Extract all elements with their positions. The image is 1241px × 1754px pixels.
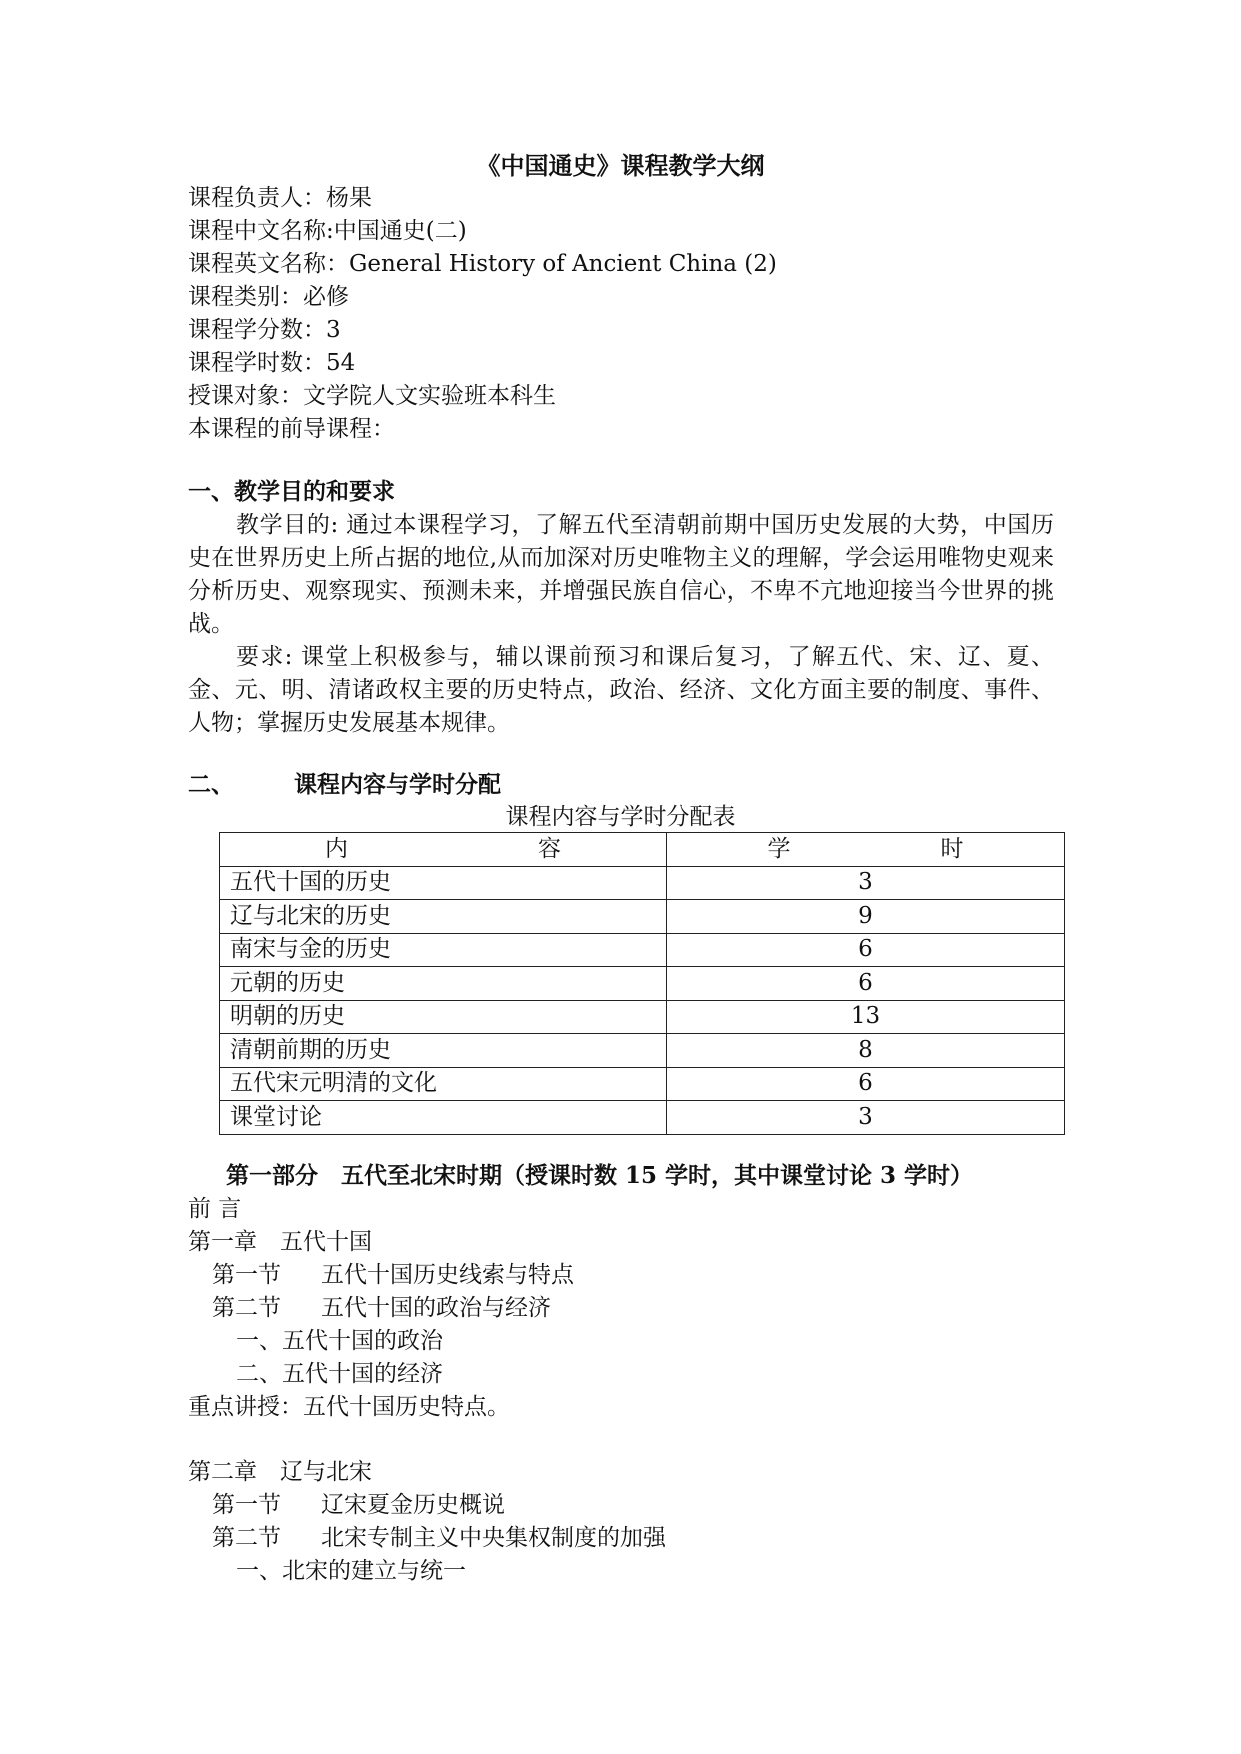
chapter1-item2: 二、五代十国的经济 bbox=[236, 1361, 443, 1387]
column-header-content: 内 容 bbox=[220, 833, 667, 867]
table-row bbox=[220, 933, 1065, 967]
row-hours: 3 bbox=[667, 866, 1065, 900]
course-hours: 课程学时数：54 bbox=[188, 350, 356, 376]
chapter1-item1: 一、五代十国的政治 bbox=[236, 1328, 443, 1354]
table-row bbox=[220, 1000, 1065, 1034]
chapter1-title: 第一章 五代十国 bbox=[188, 1229, 372, 1255]
teaching-goal-paragraph: 教学目的: 通过本课程学习，了解五代至清朝前期中国历史发展的大势，中国历史在世界历史上所占据的地位,从而加深对历史唯物主义的理解，学会运用唯物史观来分析历史、观察现实、预测未来，并增强民族自信心，不卑不亢地迎接当今世界的挑战。 bbox=[188, 512, 1054, 637]
section-text: 辽宋夏金历史概说 bbox=[321, 1492, 505, 1518]
table-header-row bbox=[220, 833, 1065, 867]
section2-number: 二、 bbox=[188, 771, 234, 798]
course-prerequisite: 本课程的前导课程： bbox=[188, 416, 395, 442]
section-label: 第二节 bbox=[212, 1295, 281, 1321]
row-content: 五代宋元明清的文化 bbox=[220, 1067, 667, 1101]
row-content: 清朝前期的历史 bbox=[220, 1034, 667, 1068]
section2-title: 课程内容与学时分配 bbox=[294, 771, 501, 798]
section1-body bbox=[188, 509, 1054, 740]
requirement-paragraph: 要求: 课堂上积极参与，辅以课前预习和课后复习，了解五代、宋、辽、夏、金、元、明、清诸政权主要的历史特点，政治、经济、文化方面主要的制度、事件、人物；掌握历史发展基本规律。 bbox=[188, 644, 1054, 736]
row-hours: 8 bbox=[667, 1034, 1065, 1068]
chapter2-section1 bbox=[212, 1489, 505, 1521]
table-row bbox=[220, 866, 1065, 900]
chapter1-section2 bbox=[212, 1292, 551, 1324]
table-caption: 课程内容与学时分配表 bbox=[505, 804, 736, 830]
row-content: 南宋与金的历史 bbox=[220, 933, 667, 967]
table-row bbox=[220, 1067, 1065, 1101]
row-hours: 9 bbox=[667, 900, 1065, 934]
chapter2-title: 第二章 辽与北宋 bbox=[188, 1459, 372, 1485]
row-content: 元朝的历史 bbox=[220, 967, 667, 1001]
column-header-hours: 学 时 bbox=[667, 833, 1065, 867]
table-row bbox=[220, 900, 1065, 934]
course-audience: 授课对象：文学院人文实验班本科生 bbox=[188, 383, 556, 409]
row-content: 五代十国的历史 bbox=[220, 866, 667, 900]
row-hours: 3 bbox=[667, 1101, 1065, 1135]
row-content: 明朝的历史 bbox=[220, 1000, 667, 1034]
chapter1-focus: 重点讲授：五代十国历史特点。 bbox=[188, 1394, 510, 1420]
course-credits: 课程学分数：3 bbox=[188, 317, 341, 343]
preface: 前 言 bbox=[188, 1196, 242, 1222]
course-cn-name: 课程中文名称:中国通史(二) bbox=[188, 218, 467, 244]
row-hours: 6 bbox=[667, 967, 1065, 1001]
row-hours: 6 bbox=[667, 933, 1065, 967]
hours-allocation-table bbox=[219, 832, 1065, 1135]
section-text: 五代十国历史线索与特点 bbox=[321, 1262, 574, 1288]
chapter1-section1 bbox=[212, 1259, 574, 1291]
table-row bbox=[220, 1034, 1065, 1068]
section-label: 第二节 bbox=[212, 1525, 281, 1551]
chapter2-section2 bbox=[212, 1522, 666, 1554]
row-hours: 13 bbox=[667, 1000, 1065, 1034]
table-row bbox=[220, 967, 1065, 1001]
row-hours: 6 bbox=[667, 1067, 1065, 1101]
section2-heading bbox=[188, 769, 501, 801]
course-en-name: 课程英文名称：General History of Ancient China (2) bbox=[188, 251, 777, 277]
course-category: 课程类别：必修 bbox=[188, 284, 349, 310]
section1-heading: 一、教学目的和要求 bbox=[188, 478, 395, 505]
table-row bbox=[220, 1101, 1065, 1135]
section-label: 第一节 bbox=[212, 1492, 281, 1518]
section-text: 北宋专制主义中央集权制度的加强 bbox=[321, 1525, 666, 1551]
part1-heading: 第一部分 五代至北宋时期（授课时数 15 学时，其中课堂讨论 3 学时） bbox=[226, 1162, 974, 1189]
chapter2-item1: 一、北宋的建立与统一 bbox=[236, 1558, 466, 1584]
document-title: 《中国通史》课程教学大纲 bbox=[476, 151, 765, 180]
course-owner: 课程负责人：杨果 bbox=[188, 185, 372, 211]
row-content: 辽与北宋的历史 bbox=[220, 900, 667, 934]
row-content: 课堂讨论 bbox=[220, 1101, 667, 1135]
section-label: 第一节 bbox=[212, 1262, 281, 1288]
section-text: 五代十国的政治与经济 bbox=[321, 1295, 551, 1321]
